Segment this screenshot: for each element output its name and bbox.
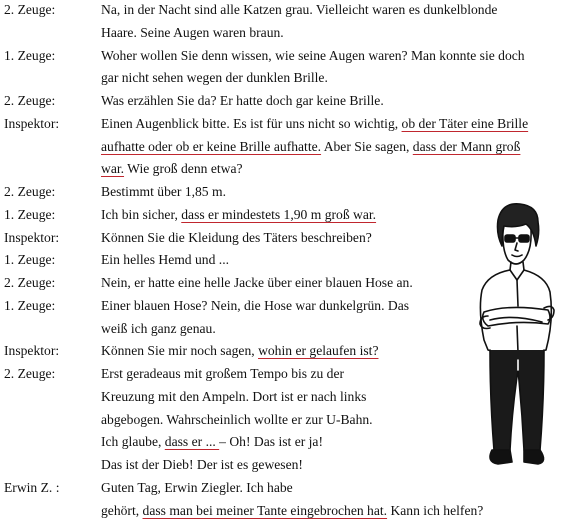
speaker-label: 1. Zeuge: [4, 206, 56, 222]
line-text: Einer blauen Hose? Nein, die Hose war dunkelgrün. Das [101, 297, 410, 313]
underlined-clause: dass man bei meiner Tante eingebrochen hat. [142, 502, 388, 518]
line-text: Das ist der Dieb! Der ist es gewesen! [101, 457, 303, 472]
dialogue-line [101, 365, 344, 382]
underlined-clause: wohin er gelaufen ist? [258, 343, 379, 359]
dialogue-line [101, 297, 409, 314]
speaker-label: 2. Zeuge: [4, 93, 56, 108]
dialogue-line [101, 433, 323, 450]
speaker-label: 2. Zeuge: [4, 275, 56, 290]
line-text: Nein, er hatte eine helle Jacke über einer blauen Hose an. [101, 275, 413, 290]
line-text: Haare. Seine Augen waren braun. [101, 24, 284, 40]
speaker-label: Erwin Z. : [4, 479, 60, 495]
line-text: Ein helles Hemd und ... [101, 252, 229, 268]
line-text: Erst geradeaus mit großem Tempo bis zu der [101, 366, 345, 381]
speaker-label: Inspektor: [4, 229, 60, 245]
line-text: Ich bin sicher, [101, 206, 182, 222]
speaker-label: Inspektor: [4, 343, 60, 359]
line-text: Na, in der Nacht sind alle Katzen grau. Vielleicht waren es dunkelblonde [101, 2, 498, 17]
speaker-label: 2. Zeuge: [4, 366, 56, 381]
speaker-label: Inspektor: [4, 115, 60, 131]
dialogue-line [101, 138, 520, 155]
dialogue-line [101, 342, 378, 359]
underlined-clause: war. [101, 161, 125, 177]
line-text: Kann ich helfen? [387, 502, 484, 518]
underlined-clause: dass der Mann groß [412, 138, 521, 154]
line-text: Ich glaube, [101, 434, 165, 450]
dialogue-line [101, 229, 372, 246]
line-text: gar nicht sehen wegen der dunklen Brille. [101, 70, 328, 86]
dialogue-line [101, 479, 293, 496]
line-text: Einen Augenblick bitte. Es ist für uns nicht so wichtig, [101, 115, 402, 131]
speaker-label: 1. Zeuge: [4, 252, 56, 268]
line-text: Was erzählen Sie da? Er hatte doch gar keine Brille. [101, 93, 384, 108]
line-text: abgebogen. Wahrscheinlich wollte er zur U-Bahn. [101, 411, 373, 427]
dialogue-line [101, 411, 373, 428]
man-with-crossed-arms-illustration [468, 200, 566, 472]
line-text: – Oh! Das ist er ja! [219, 434, 323, 450]
line-text: Guten Tag, Erwin Ziegler. Ich habe [101, 479, 293, 495]
speaker-label: 1. Zeuge: [4, 297, 56, 313]
dialogue-line [101, 274, 413, 291]
line-text: Bestimmt über 1,85 m. [101, 184, 226, 199]
line-text: Woher wollen Sie denn wissen, wie seine Augen waren? Man konnte sie doch [101, 47, 525, 63]
dialogue-line [101, 1, 497, 18]
dialogue-line [101, 388, 366, 405]
dialogue-line [101, 92, 384, 109]
dialogue-line [101, 206, 376, 223]
dialogue-line [101, 251, 229, 268]
line-text: Können Sie die Kleidung des Täters beschreiben? [101, 229, 372, 245]
dialogue-line [101, 24, 284, 41]
line-text: weiß ich ganz genau. [101, 320, 216, 336]
underlined-clause: ob der Täter eine Brille [401, 115, 529, 131]
line-text: Kreuzung mit den Ampeln. Dort ist er nach links [101, 388, 367, 404]
underlined-clause: dass er mindestets 1,90 m groß war. [181, 206, 377, 222]
dialogue-line [101, 502, 483, 519]
dialogue-line [101, 160, 243, 177]
dialogue-line [101, 69, 328, 86]
dialogue-line [101, 456, 303, 473]
line-text: gehört, [101, 502, 143, 518]
dialogue-line [101, 320, 216, 337]
speaker-label: 1. Zeuge: [4, 47, 56, 63]
line-text: Aber Sie sagen, [321, 138, 413, 154]
dialogue-line [101, 115, 528, 132]
dialogue-line [101, 47, 525, 64]
dialogue-line [101, 183, 226, 200]
underlined-clause: aufhatte oder ob er keine Brille aufhatte. [101, 138, 322, 154]
underlined-clause: dass er ... [164, 434, 220, 450]
speaker-label: 2. Zeuge: [4, 184, 56, 199]
line-text: Wie groß denn etwa? [124, 161, 243, 177]
line-text: Können Sie mir noch sagen, [101, 343, 259, 359]
speaker-label: 2. Zeuge: [4, 2, 56, 17]
